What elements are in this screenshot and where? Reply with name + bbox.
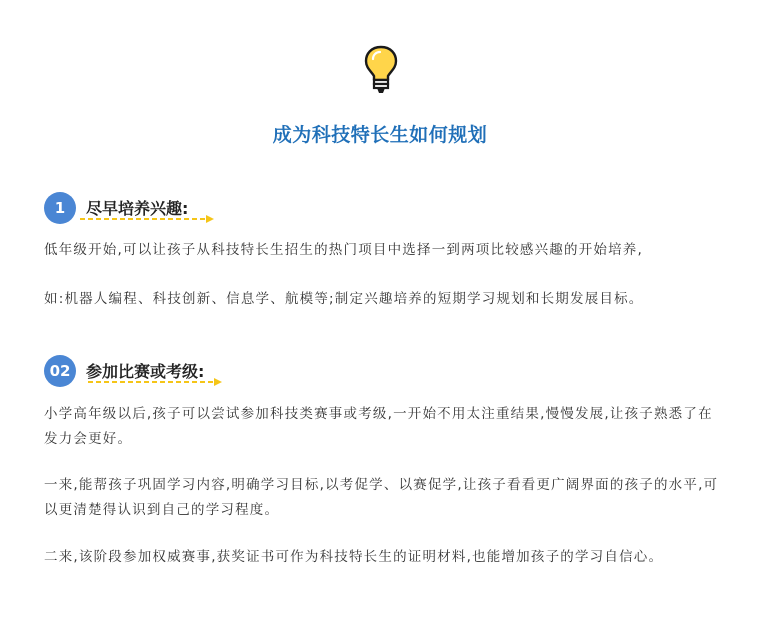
- section-title: 参加比赛或考级:: [86, 362, 205, 381]
- dashed-arrow-icon: [80, 214, 216, 224]
- paragraph: 一来,能帮孩子巩固学习内容,明确学习目标,以考促学、以赛促学,让孩子看看更广阔界面的孩子的水平,可以更清楚得认识到自己的学习程度。: [44, 477, 719, 518]
- paragraph: 小学高年级以后,孩子可以尝试参加科技类赛事或考级,一开始不用太注重结果,慢慢发展,让孩子熟悉了在发力会更好。: [44, 406, 713, 447]
- section-number-badge: 02: [44, 355, 76, 387]
- section-title: 尽早培养兴趣:: [86, 199, 189, 218]
- paragraph: 如:机器人编程、科技创新、信息学、航模等;制定兴趣培养的短期学习规划和长期发展目标。: [44, 291, 644, 307]
- lightbulb-icon: [363, 44, 399, 96]
- paragraph: 二来,该阶段参加权威赛事,获奖证书可作为科技特长生的证明材料,也能增加孩子的学习自信心。: [44, 549, 664, 565]
- dashed-arrow-icon: [80, 377, 232, 387]
- page-title: 成为科技特长生如何规划: [272, 124, 488, 146]
- paragraph: 低年级开始,可以让孩子从科技特长生招生的热门项目中选择一到两项比较感兴趣的开始培养,: [44, 242, 643, 258]
- section-number-badge: 1: [44, 192, 76, 224]
